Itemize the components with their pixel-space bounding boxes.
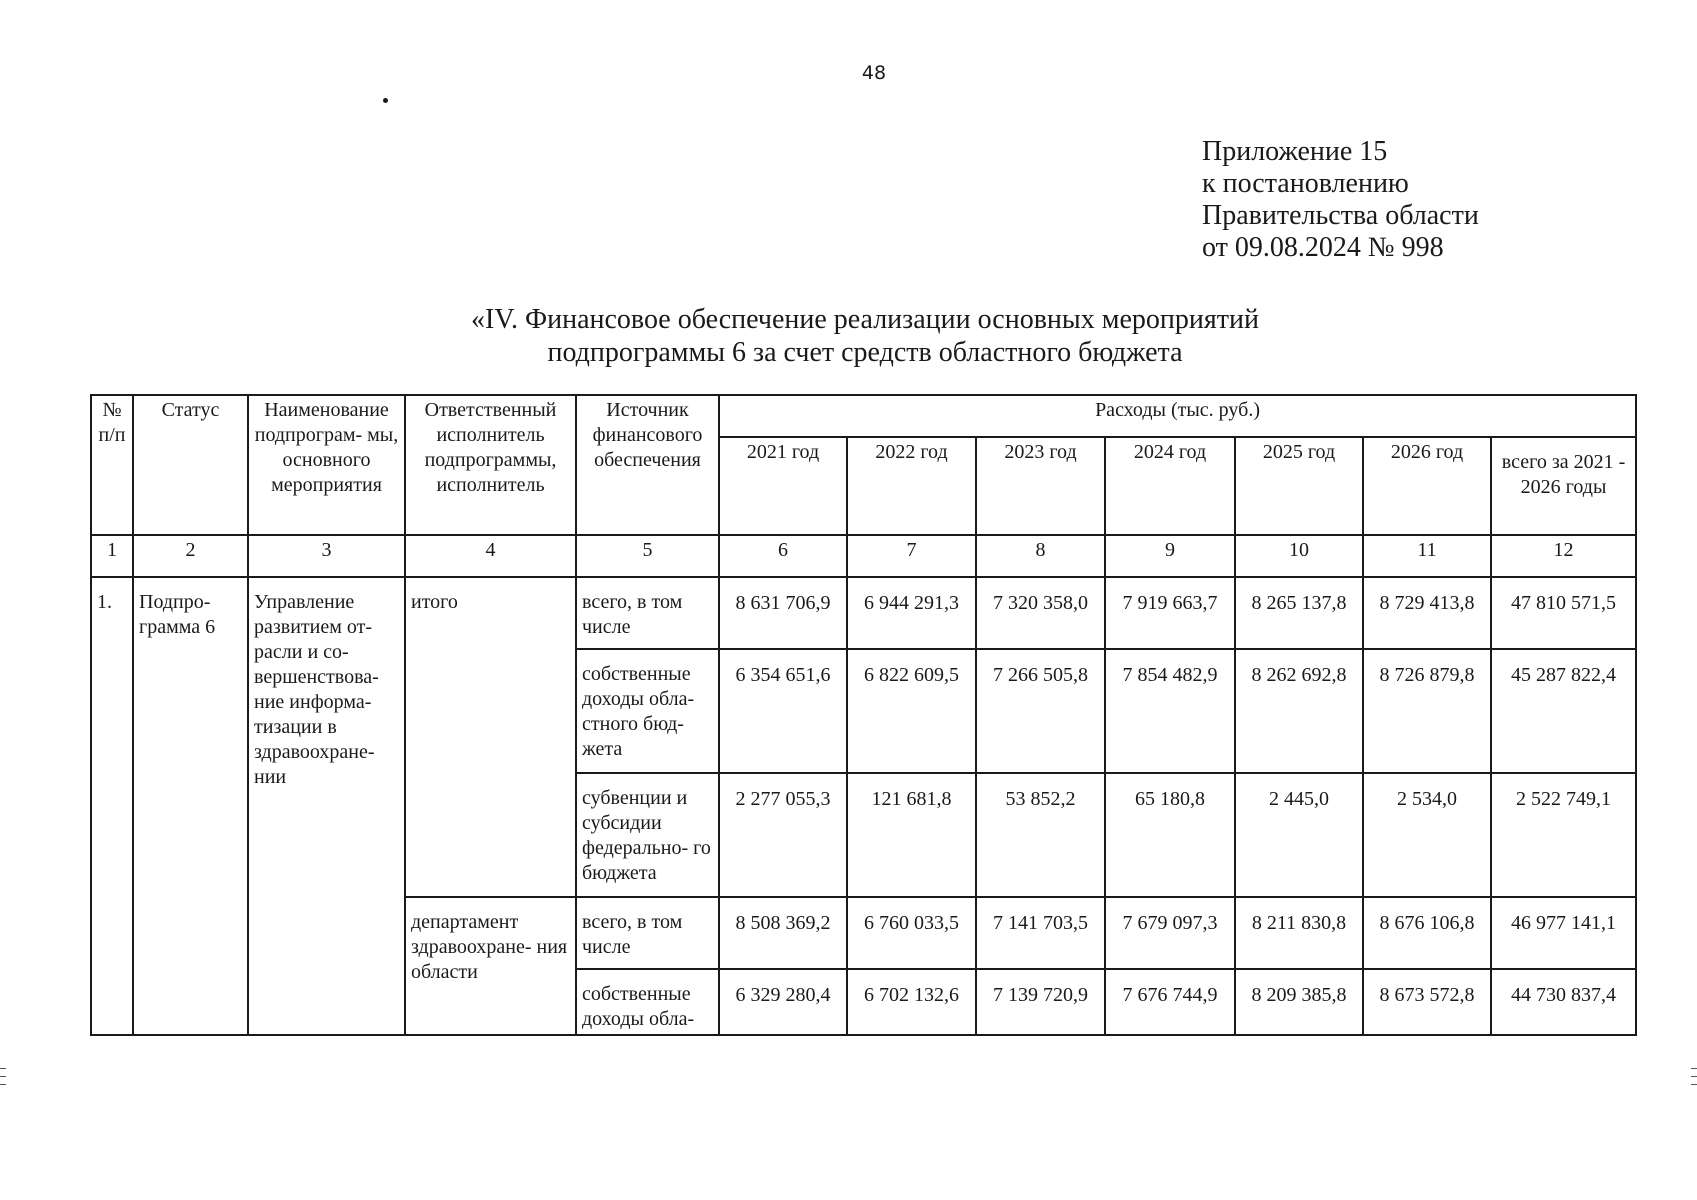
appendix-line: Приложение 15: [1202, 136, 1388, 167]
value-cell: 2 445,0: [1235, 773, 1363, 897]
title-line: «IV. Финансовое обеспечение реализации основных мероприятий: [471, 304, 1259, 335]
value-cell-total: 47 810 571,5: [1491, 577, 1636, 649]
row-number: 1.: [91, 577, 133, 1035]
header-year: 2023 год: [976, 437, 1105, 535]
header-year: 2025 год: [1235, 437, 1363, 535]
scan-mark: [0, 1084, 6, 1085]
row-status: Подпро- грамма 6: [133, 577, 248, 1035]
title-line: подпрограммы 6 за счет средств областного бюджета: [547, 337, 1183, 368]
value-cell: 2 534,0: [1363, 773, 1491, 897]
column-number: 5: [576, 535, 719, 577]
row-source: субвенции и субсидии федерально- го бюджета: [576, 773, 719, 897]
row-source: всего, в том числе: [576, 577, 719, 649]
value-cell: 8 211 830,8: [1235, 897, 1363, 969]
value-cell: 7 676 744,9: [1105, 969, 1235, 1035]
page-number: 48: [861, 62, 887, 84]
column-number: 1: [91, 535, 133, 577]
table-row: [91, 577, 1636, 649]
appendix-line: Правительства области: [1202, 200, 1479, 231]
financing-table: [90, 394, 1637, 1036]
document-title: [90, 303, 1640, 369]
header-total: всего за 2021 - 2026 годы: [1491, 437, 1636, 535]
value-cell: 65 180,8: [1105, 773, 1235, 897]
value-cell-total: 45 287 822,4: [1491, 649, 1636, 773]
header-year: 2022 год: [847, 437, 976, 535]
value-cell: 2 277 055,3: [719, 773, 847, 897]
value-cell: 7 919 663,7: [1105, 577, 1235, 649]
column-number: 11: [1363, 535, 1491, 577]
header-year: 2021 год: [719, 437, 847, 535]
row-source: собственные доходы обла- стного бюд- жета: [576, 649, 719, 773]
scan-mark: [0, 1076, 6, 1077]
value-cell: 7 141 703,5: [976, 897, 1105, 969]
value-cell: 7 320 358,0: [976, 577, 1105, 649]
header-responsible: Ответственный исполнитель подпрограммы, исполнитель: [405, 395, 576, 535]
stray-dot: [383, 98, 388, 103]
header-name: Наименование подпрограм- мы, основного мероприятия: [248, 395, 405, 535]
scan-mark: [1691, 1084, 1697, 1085]
value-cell: 121 681,8: [847, 773, 976, 897]
value-cell: 7 679 097,3: [1105, 897, 1235, 969]
row-source: всего, в том числе: [576, 897, 719, 969]
header-row: [91, 395, 1636, 437]
value-cell: 8 676 106,8: [1363, 897, 1491, 969]
scan-mark: [0, 1068, 6, 1069]
row-activity-name: Управление развитием от- расли и со- вершенствова- ние информа- тизации в здравоохране- нии: [248, 577, 405, 1035]
appendix-block: [1202, 136, 1479, 264]
value-cell: 8 262 692,8: [1235, 649, 1363, 773]
appendix-line: от 09.08.2024 № 998: [1202, 232, 1444, 263]
value-cell: 6 702 132,6: [847, 969, 976, 1035]
column-number: 4: [405, 535, 576, 577]
value-cell: 8 209 385,8: [1235, 969, 1363, 1035]
value-cell: 8 729 413,8: [1363, 577, 1491, 649]
column-number: 9: [1105, 535, 1235, 577]
header-year: 2026 год: [1363, 437, 1491, 535]
value-cell: 7 139 720,9: [976, 969, 1105, 1035]
value-cell: 8 508 369,2: [719, 897, 847, 969]
value-cell: 7 266 505,8: [976, 649, 1105, 773]
value-cell: 6 822 609,5: [847, 649, 976, 773]
column-number: 6: [719, 535, 847, 577]
column-number: 8: [976, 535, 1105, 577]
column-number: 7: [847, 535, 976, 577]
header-status: Статус: [133, 395, 248, 535]
column-number: 3: [248, 535, 405, 577]
value-cell: 6 329 280,4: [719, 969, 847, 1035]
value-cell: 8 673 572,8: [1363, 969, 1491, 1035]
scan-mark: [1691, 1076, 1697, 1077]
value-cell-total: 44 730 837,4: [1491, 969, 1636, 1035]
value-cell: 8 265 137,8: [1235, 577, 1363, 649]
column-number: 2: [133, 535, 248, 577]
value-cell-total: 46 977 141,1: [1491, 897, 1636, 969]
header-year: 2024 год: [1105, 437, 1235, 535]
value-cell: 6 944 291,3: [847, 577, 976, 649]
header-expenses: Расходы (тыс. руб.): [719, 395, 1636, 437]
appendix-line: к постановлению: [1202, 168, 1409, 199]
row-responsible: департамент здравоохране- ния области: [405, 897, 576, 1035]
header-source: Источник финансового обеспечения: [576, 395, 719, 535]
value-cell-total: 2 522 749,1: [1491, 773, 1636, 897]
column-number: 10: [1235, 535, 1363, 577]
column-numbers-row: [91, 535, 1636, 577]
value-cell: 6 760 033,5: [847, 897, 976, 969]
row-responsible: итого: [405, 577, 576, 897]
column-number: 12: [1491, 535, 1636, 577]
value-cell: 7 854 482,9: [1105, 649, 1235, 773]
value-cell: 53 852,2: [976, 773, 1105, 897]
value-cell: 6 354 651,6: [719, 649, 847, 773]
value-cell: 8 726 879,8: [1363, 649, 1491, 773]
scan-mark: [1691, 1068, 1697, 1069]
header-no: № п/п: [91, 395, 133, 535]
row-source: собственные доходы обла-: [576, 969, 719, 1035]
value-cell: 8 631 706,9: [719, 577, 847, 649]
